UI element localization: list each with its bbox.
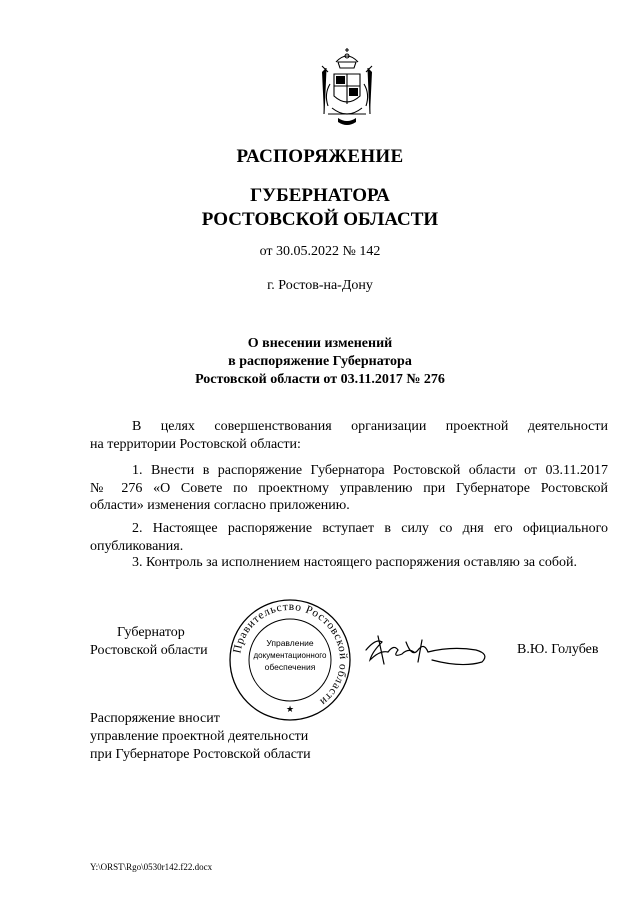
item-1-line-2: № 276 «О Совете по проектному управлению при Губернаторе Ростовской (90, 480, 608, 496)
contractor-line-3: при Губернаторе Ростовской области (90, 747, 311, 762)
preamble-line-1: В целях совершенствования организации проектной деятельности (132, 419, 608, 434)
signer-position (90, 624, 208, 660)
issuer-line-1: ГУБЕРНАТОРА (250, 185, 390, 206)
subject-line-2: в распоряжение Губернатора (228, 354, 412, 369)
paragraph-preamble (90, 418, 608, 453)
document-type: РАСПОРЯЖЕНИЕ (236, 146, 404, 167)
paragraph-item-3 (90, 554, 608, 572)
item-3-line-1: 3. Контроль за исполнением настоящего распоряжения оставляю за собой. (132, 555, 577, 570)
contractor-note (90, 710, 311, 764)
item-2-line-2: опубликования. (90, 538, 184, 554)
coat-of-arms-icon (316, 44, 378, 130)
subject-line-3: Ростовской области от 03.11.2017 № 276 (195, 372, 445, 387)
subject-line-1: О внесении изменений (247, 336, 393, 351)
seal-star-icon: ★ (285, 705, 295, 715)
file-path: Y:\ORST\Rgo\0530r142.f22.docx (90, 862, 213, 872)
date-and-number: от 30.05.2022 № 142 (259, 244, 381, 259)
seal-outer-text: Правительство Ростовской области (231, 600, 350, 708)
signer-position-line-2: Ростовской области (90, 643, 208, 658)
paragraph-item-1 (90, 462, 608, 515)
issuer (0, 184, 640, 232)
contractor-line-2: управление проектной деятельности (90, 729, 309, 744)
document-subject (0, 335, 640, 389)
preamble-line-2: на территории Ростовской области: (90, 436, 301, 452)
paragraph-item-2 (90, 520, 608, 555)
contractor-line-1: Распоряжение вносит (90, 711, 220, 726)
item-2-line-1: 2. Настоящее распоряжение вступает в силу со дня его официального (132, 521, 608, 536)
signer-name: В.Ю. Голубев (517, 642, 599, 657)
city: г. Ростов-на-Дону (267, 278, 373, 293)
item-1-line-1: 1. Внести в распоряжение Губернатора Ростовской области от 03.11.2017 (132, 463, 608, 478)
official-seal-icon (228, 598, 352, 722)
seal-inner-line-2: документационного (253, 651, 327, 660)
handwritten-signature-icon (362, 628, 494, 670)
item-1-line-3: области» изменения согласно приложению. (90, 498, 350, 514)
issuer-line-2: РОСТОВСКОЙ ОБЛАСТИ (201, 209, 439, 230)
seal-inner-line-1: Управление (266, 638, 314, 648)
signer-position-line-1: Губернатор (117, 625, 185, 640)
seal-inner-line-3: обеспечения (264, 662, 316, 672)
